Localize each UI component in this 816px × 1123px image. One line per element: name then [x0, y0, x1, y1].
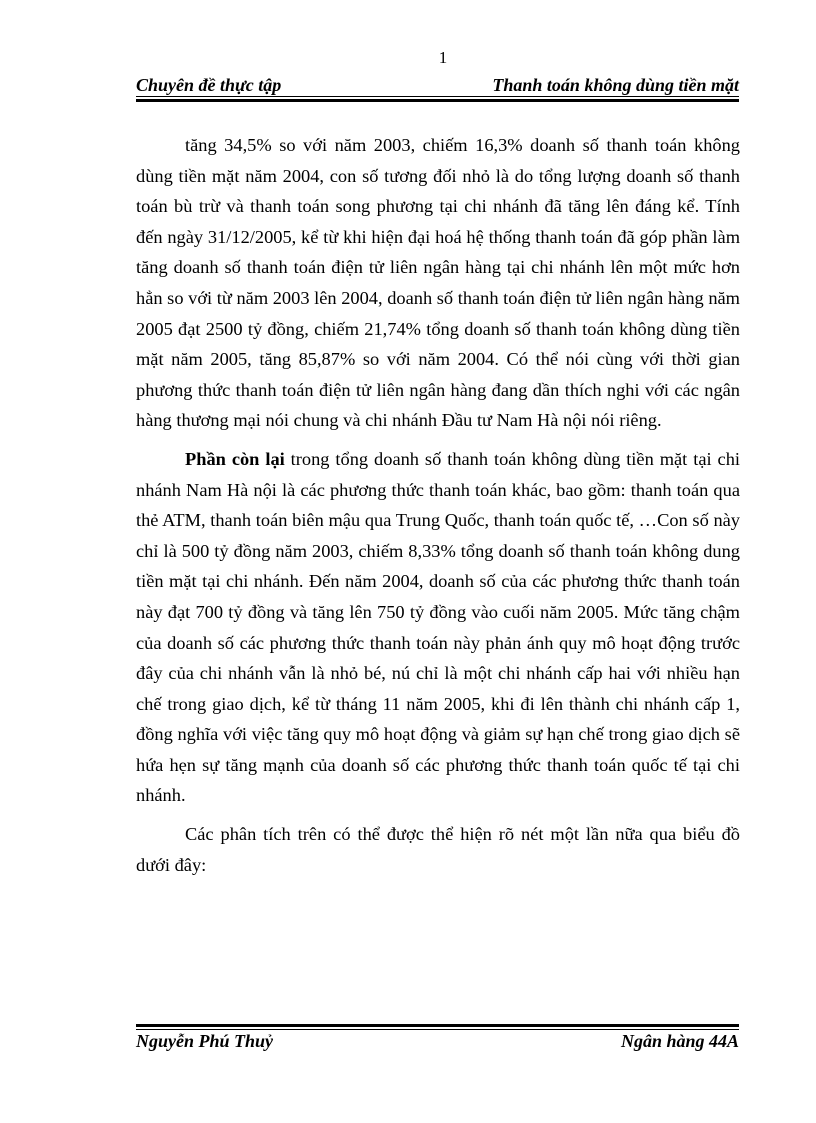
page-footer: [136, 1031, 739, 1051]
footer-class: Ngân hàng 44A: [620, 1031, 739, 1051]
page-header: [136, 75, 739, 95]
header-title-right: Thanh toán không dùng tiền mặt: [492, 75, 739, 95]
paragraph-continued: tăng 34,5% so với năm 2003, chiếm 16,3% doanh số thanh toán không dùng tiền mặt năm 2004, con số tương đối nhỏ là do tổng lượng doanh số thanh toán bù trừ và thanh toán song phương tại chi nhánh đã tăng lên đáng kể. Tính đến ngày 31/12/2005, kể từ khi hiện đại hoá hệ thống thanh toán đã góp phần làm tăng doanh số thanh toán điện tử liên ngân hàng tại chi nhánh lên một mức hơn hẳn so với từ năm 2003 lên 2004, doanh số thanh toán điện tử liên ngân hàng năm 2005 đạt 2500 tỷ đồng, chiếm 21,74% tổng doanh số thanh toán không dùng tiền mặt năm 2005, tăng 85,87% so với năm 2004. Có thể nói cùng với thời gian phương thức thanh toán điện tử liên ngân hàng đang dần thích nghi với các ngân hàng thương mại nói chung và chi nhánh Đầu tư Nam Hà nội nói riêng.: [136, 135, 740, 431]
paragraph-chart-intro: Các phân tích trên có thể được thể hiện rõ nét một lần nữa qua biểu đồ dưới đây:: [136, 824, 740, 875]
document-body: [136, 130, 740, 880]
footer-rule-thick: [136, 1024, 739, 1027]
footer-rule-thin: [136, 1029, 739, 1030]
header-rule-thin: [136, 96, 739, 97]
header-rule-thick: [136, 99, 739, 102]
footer-author: Nguyễn Phú Thuỷ: [136, 1031, 274, 1051]
header-title-left: Chuyên đề thực tập: [136, 75, 282, 95]
paragraph-remaining-methods: [136, 444, 740, 811]
page-number: 1: [438, 48, 448, 67]
paragraph-remaining-text: trong tổng doanh số thanh toán không dùng tiền mặt tại chi nhánh Nam Hà nội là các phương thức thanh toán khác, bao gồm: thanh toán qua thẻ ATM, thanh toán biên mậu qua Trung Quốc, thanh toán quốc tế, …Con số này chỉ là 500 tỷ đồng năm 2003, chiếm 8,33% tổng doanh số thanh toán không dung tiền mặt tại chi nhánh. Đến năm 2004, doanh số của các phương thức thanh toán này đạt 700 tỷ đồng và tăng lên 750 tỷ đồng vào cuối năm 2005. Mức tăng chậm của doanh số các phương thức thanh toán này phản ánh quy mô hoạt động trước đây của chi nhánh vẫn là nhỏ bé, nú chỉ là một chi nhánh cấp hai với nhiều hạn chế trong giao dịch, kể từ tháng 11 năm 2005, khi đi lên thành chi nhánh cấp 1, đồng nghĩa với việc tăng quy mô hoạt động và giảm sự hạn chế trong giao dịch sẽ hứa hẹn sự tăng mạnh của doanh số các phương thức thanh toán quốc tế tại chi nhánh.: [136, 448, 740, 806]
paragraph-lead-bold: Phần còn lại: [185, 448, 285, 469]
